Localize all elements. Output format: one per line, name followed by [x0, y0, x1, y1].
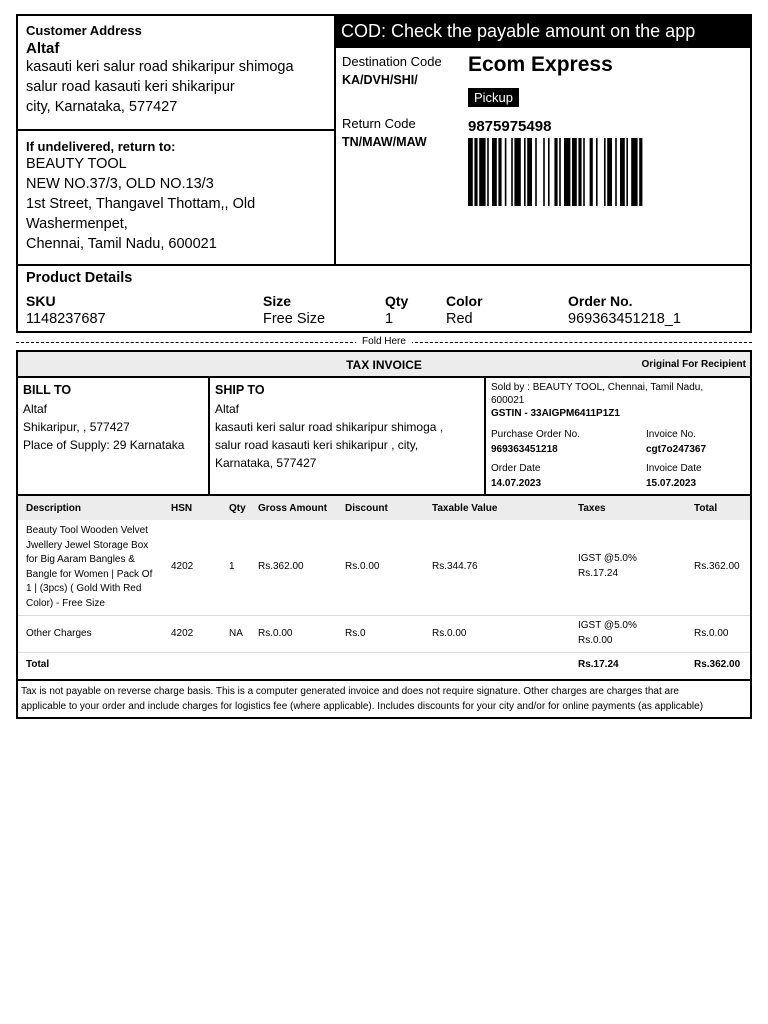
ship-to-block: [210, 378, 486, 494]
invoice-date-label: Invoice Date: [646, 463, 702, 474]
invoice-number: [646, 428, 706, 456]
col-header-discount: Discount: [345, 503, 388, 514]
label-top-section: [16, 14, 752, 264]
item-description-line: Bangle for Women | Pack Of: [26, 568, 153, 580]
item-gross: Rs.0.00: [258, 628, 293, 639]
customer-address-heading: Customer Address: [26, 23, 142, 38]
item-total: Rs.0.00: [694, 628, 729, 639]
bill-to-line: Place of Supply: 29 Karnataka: [23, 438, 185, 452]
invoice-number-label: Invoice No.: [646, 429, 697, 440]
col-header-taxable: Taxable Value: [432, 503, 498, 514]
fold-line: [16, 336, 752, 348]
product-col-value: 1148237687: [26, 311, 106, 327]
table-row: [18, 520, 750, 616]
return-address-line: Chennai, Tamil Nadu, 600021: [26, 236, 217, 252]
total-taxes: Rs.17.24: [578, 659, 619, 670]
total-amount: Rs.362.00: [694, 659, 741, 670]
product-details-title: Product Details: [26, 270, 133, 286]
destination-code-block: [342, 54, 462, 87]
item-description-line: Color) - Free Size: [26, 597, 105, 609]
col-header-description: Description: [26, 503, 82, 514]
col-header-taxes: Taxes: [578, 503, 606, 514]
return-code-label: Return Code: [342, 116, 416, 131]
product-col-header: Qty: [385, 293, 409, 309]
invoice-table-header: [18, 496, 750, 520]
invoice-header: [18, 352, 750, 378]
seller-block: [486, 378, 750, 494]
item-qty: 1: [229, 561, 235, 572]
col-header-qty: Qty: [229, 503, 246, 514]
item-tax-rate: IGST @5.0%: [578, 620, 637, 631]
col-header-gross: Gross Amount: [258, 503, 328, 514]
ship-to-heading: SHIP TO: [215, 383, 265, 397]
invoice-footer-note: [18, 679, 750, 717]
order-date: [491, 462, 541, 490]
fold-text: Fold Here: [356, 336, 412, 347]
col-header-total: Total: [694, 503, 718, 514]
product-col-sku: [26, 293, 106, 327]
customer-address-line: kasauti keri salur road shikaripur shimoga: [26, 59, 294, 75]
return-address-line: NEW NO.37/3, OLD NO.13/3: [26, 176, 214, 192]
ship-to-line: kasauti keri salur road shikaripur shimoga ,: [215, 420, 444, 434]
barcode-icon: [468, 138, 740, 206]
return-address-line: 1st Street, Thangavel Thottam,, Old: [26, 196, 256, 212]
footer-note-line: applicable to your order and include charges for logistics fee (where applicable). Includes discounts for your city and/or for online payments (as applicable): [21, 701, 704, 712]
sold-by: Sold by : BEAUTY TOOL, Chennai, Tamil Nadu,: [491, 382, 704, 393]
item-tax-rate: IGST @5.0%: [578, 553, 637, 564]
item-discount: Rs.0: [345, 628, 366, 639]
pickup-badge: Pickup: [468, 88, 519, 107]
ship-to-line: Altaf: [215, 402, 240, 416]
item-description-line: Beauty Tool Wooden Velvet: [26, 525, 148, 536]
product-col-header: SKU: [26, 293, 56, 309]
invoice-copy-label: Original For Recipient: [641, 359, 746, 370]
product-col-header: Order No.: [568, 293, 633, 309]
bill-to-heading: BILL TO: [23, 383, 72, 397]
product-details: [16, 264, 752, 333]
footer-note-line: Tax is not payable on reverse charge basis. This is a computer generated invoice and does not require signature. Other charges are charges that are: [21, 686, 679, 697]
item-taxes: [578, 552, 637, 581]
return-address-line: BEAUTY TOOL: [26, 156, 127, 172]
product-col-value: Red: [446, 311, 473, 327]
awb-number: 9875975498: [468, 118, 552, 135]
item-tax-amount: Rs.0.00: [578, 634, 613, 646]
sold-by-pincode: 600021: [491, 395, 525, 406]
purchase-order-value: 969363451218: [491, 444, 558, 455]
customer-address-line: city, Karnataka, 577427: [26, 99, 178, 115]
item-gross: Rs.362.00: [258, 561, 304, 572]
invoice-title: TAX INVOICE: [346, 358, 422, 372]
invoice-parties: [18, 378, 750, 496]
product-col-value: Free Size: [263, 311, 326, 327]
purchase-order-label: Purchase Order No.: [491, 429, 580, 440]
tax-invoice: [16, 350, 752, 719]
product-col-qty: [385, 293, 408, 327]
item-total: Rs.362.00: [694, 561, 740, 572]
product-col-color: [446, 293, 483, 327]
bill-to-line: Altaf: [23, 402, 48, 416]
table-row: [18, 616, 750, 653]
item-description-line: for Big Aaram Bangles &: [26, 554, 135, 565]
invoice-date-value: 15.07.2023: [646, 478, 697, 489]
return-address-block: [18, 131, 336, 266]
invoice-number-value: cgt7o247367: [646, 444, 707, 455]
product-col-value: 969363451218_1: [568, 311, 681, 327]
product-col-order-no: [568, 293, 681, 327]
item-description: Other Charges: [26, 628, 92, 639]
courier-name: Ecom Express: [468, 53, 613, 76]
ship-to-line: Karnataka, 577427: [215, 456, 317, 470]
destination-code: KA/DVH/SHI/: [342, 73, 418, 87]
bill-to-line: Shikaripur, , 577427: [23, 420, 130, 434]
item-description-line: Jwellery Jewel Storage Box: [26, 539, 149, 551]
product-col-header: Color: [446, 293, 483, 309]
item-taxable: Rs.0.00: [432, 628, 467, 639]
col-header-hsn: HSN: [171, 503, 193, 514]
order-date-label: Order Date: [491, 463, 541, 474]
invoice-date: [646, 462, 702, 490]
bill-to-block: [18, 378, 210, 494]
return-address-heading: If undelivered, return to:: [26, 139, 176, 154]
return-address-line: Washermenpet,: [26, 216, 128, 232]
product-col-value: 1: [385, 311, 394, 327]
item-tax-amount: Rs.17.24: [578, 567, 619, 579]
item-qty: NA: [229, 628, 243, 639]
seller-gstin: GSTIN - 33AIGPM6411P1Z1: [491, 408, 620, 419]
destination-code-label: Destination Code: [342, 54, 442, 69]
item-description: [26, 524, 166, 611]
ship-to-line: salur road kasauti keri shikaripur , city,: [215, 438, 419, 452]
total-label: Total: [26, 659, 50, 670]
product-col-header: Size: [263, 293, 292, 309]
customer-name: Altaf: [26, 40, 60, 57]
customer-address-line: salur road kasauti keri shikaripur: [26, 79, 235, 95]
item-taxes: [578, 619, 637, 648]
item-discount: Rs.0.00: [345, 561, 380, 572]
purchase-order: [491, 428, 580, 456]
item-description-line: 1 | (3pcs) ( Gold With Red: [26, 583, 142, 594]
cod-banner: COD: Check the payable amount on the app: [336, 16, 750, 48]
item-hsn: 4202: [171, 628, 194, 639]
shipping-label: [16, 14, 752, 333]
total-row: [18, 653, 750, 677]
item-hsn: 4202: [171, 561, 194, 572]
product-col-size: [263, 293, 325, 327]
customer-address-block: [18, 16, 336, 131]
item-taxable: Rs.344.76: [432, 561, 478, 572]
return-code-block: [342, 116, 427, 149]
order-date-value: 14.07.2023: [491, 478, 542, 489]
return-code: TN/MAW/MAW: [342, 135, 427, 149]
